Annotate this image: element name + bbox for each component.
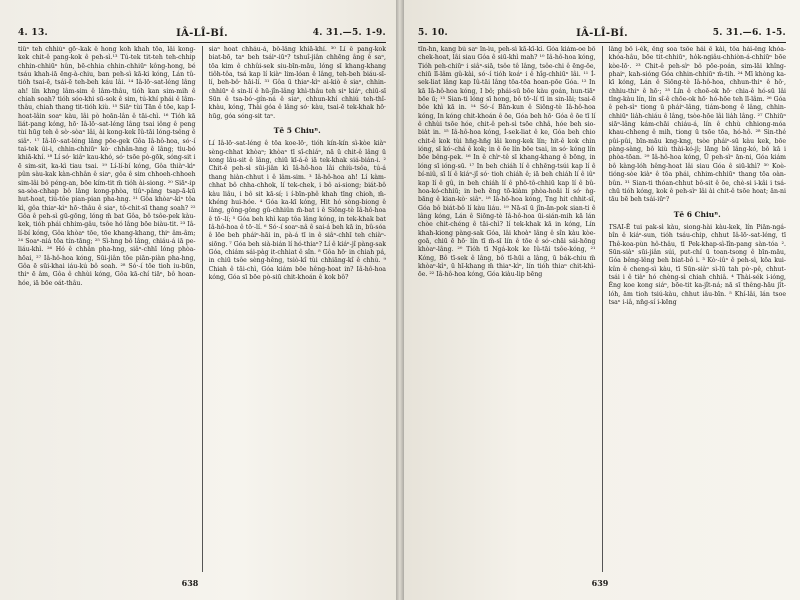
book-gutter — [396, 0, 404, 600]
page-body — [418, 46, 786, 572]
column-divider — [602, 46, 603, 572]
running-title: IÂ-LÎ-BÍ. — [576, 28, 628, 39]
page-header — [18, 28, 386, 40]
running-title: IÂ-LÎ-BÍ. — [176, 28, 228, 39]
column-divider — [202, 46, 203, 572]
page-number: 639 — [591, 578, 609, 588]
header-right-ref: 4. 31.—5. 1-9. — [312, 28, 386, 38]
text-column-left — [418, 46, 596, 572]
header-rule — [418, 42, 786, 43]
verse-block: TSAI-Ê tui pak-sì kàu, siong-hài kàu-kek, lín Piān-ngá-bîn ê kiáⁿ-sun, tióh tsáu-chip, chhut Iâ-lō·-sat-léng, tī Thê-koa-pùn hô-thâu, tī Pek-khap-sì-lîn-pang sàn-tóa ². Sūn-siàⁿ sūi-jiân súi, put-chí ū toan-tsong ê bīn-māu, Góa bêng-lêng beh biat-bô i. ³ Kò·-iûⁿ ê peh-sì, kōa kui-kûn ê cheng-sì kàu, tī Sūn-siàⁿ sì-lū tah pò·-pê, chhut-tsái i ê tiàⁿ hó chèng-sì chiah chhiâ. ⁴ Thài-sék i-ióng, Êng koe kong siáⁿ, bōe-tit ka-jît-ná; nā sī thêng-hāu jît-lóh, ām tioh tsiú-kàu, chhut iâu-bīn. ⁵ Khí-lâi, lán tsoe tsaⁿ i-iâ, nn̄g-sí i-kēng — [608, 223, 786, 306]
page-body — [18, 46, 386, 572]
header-rule — [18, 42, 386, 43]
page-number: 638 — [181, 578, 199, 588]
verse-block: siaⁿ hoat chháu-á, bô-lâng khiā-khí. ³⁰ Lí ê pang-kok biat-bō, taⁿ beh tsáiⁿ-iūⁿ? tshuî-jiân chhēng âng ê saⁿ, tōa kim ê chhûi-sek siu-bīn-māu, lóng sī khang-khang tiôh-tôa, tsá kap lí kiàⁿ lim-lóan ê lâng, teh-beh biáu-sī-lí, beh-bô· hāi-lí. ³¹ Gôa ū thiaⁿ-kìⁿ ai-kiò ê siaⁿ, chhin-chhiūⁿ ê sin-lí ê hū-jîn-lâng khì-thâu teh siⁿ kiáⁿ, chiū-sī Sūn ê tsa-bó·-gín-ná ê siaⁿ, chhun-khí chhiú teh-thî-khàu, kóng, Thài góa ê lâng só· kàu, tsai-ē tek-khak hō· hūg, góa sóng-sit taⁿ. — [208, 46, 386, 120]
verse-block: tiûⁿ teh chhiùⁿ gō·-kak ê hong koh khah tōa, lâi kong-kek chit-ê pang-kok ê peh-sì.¹³ Tú-tek tit-teh teh-chhip chhin-chhiūⁿ hûn, bē-chhia chhin-chhiūⁿ kông-hong, bé tsáu khah-iā ēng-à-chiu, ban peh-sì kā-ki kóng, Lán tû-tióh tsai-ē, tsái-ē teh-beh káu lâi. ¹⁴ Iâ-lō·-sat-léng lâng ah! lín khng lâm-sim ê lâm-thâu, tióh kan sim-mih ê chiah soah? tióh sóo-khi sū-sok ê sim, tú-khí phái ê lâm-thâu, chiah thang tit-tióh kiù. ¹⁵ Siāⁿ tùi Tān ê tōe, kap Í-hoat-lâin soaⁿ kàu, lâi pò hoān-lân ê tāi-chì. ¹⁶ Tióh kā liát-pang kóng, hō· Iâ-lō·-sat-léng lâng tsai iông ê peng tùi hūg teh ê sò·-sòaⁿ lâi, ài kong-kek Iû-tāi lóng-tsêng ê siâⁿ. ¹⁷ Iâ-lō·-sat-léng lâng pōe-gek Gôa Iâ-hô-hoa, só·-í tai-tek ûi-i, chhin-chhiūⁿ kò· chhân-hng ê lâng; tiu-bó khiā-khí. ¹⁸ Lí só· kiâⁿ kau-khó, só· tsōe pò-gōk, sóng-sit i ē sim-sit, ka-kì tiau tsai. ¹⁹ Lí-lí-bí kóng, Gôa thiàⁿ-kìⁿ pûn sàu-kak kàn-chhân ê siaⁿ, gôa ê sim chhoeh-chhoeh sim-lâi bô péng-an, bōe kím-tit m̄ tióh ài-siong. ²⁰ Siāⁿ-ip sa-sòa-chhap bô lâng kong-phòa, tiûⁿ-pâng tsap-ā-kū hut-hoat, tiú-tôe pian-pian pha-hng. ²¹ Gôa khòaⁿ-kìⁿ tôa kì, gôa thiaⁿ-kìⁿ hō·-thâu ê siaⁿ, tô-chit-sī thang soah? ²² Gôa ê peh-sì gū-gōng, lóng m̄ bat Gôa, bô tsôe-pek kàu-kek, tióh phái chhim-gâu, tsôe hó lâng bōe biàu-tit. ²³ Iâ-lí-bí kóng, Gôa khòaⁿ tōe, tōe khang-khang, thiⁿ âm-âm; ²⁴ Soaⁿ-niá tōa tín-tāng; ²⁵ Sì-hng bô lâng, chiáu-á iā pe-liáu-khì. ²⁶ Hó ê chhân pha-hng, siâⁿ-chhī lóng phòa-hōai, ²⁷ Iâ-hô-hoa kóng, Sūi-jiân tōe piān-piàn pha-hng, Gôa ē sūi-khai iáu-kú bô soah. ²⁸ Só·-í tōe tioh iu-būn, thiⁿ ē âm, Gôa ê chhùi kóng, Gôa kā-chí tiāⁿ, bô hoan-hóe, iā bōe oát-thâu. — [18, 46, 196, 287]
text-column-right — [209, 46, 387, 572]
page-header — [418, 28, 786, 40]
header-left-ref: 4. 13. — [18, 28, 48, 38]
header-right-ref: 5. 31.—6. 1-5. — [712, 28, 786, 38]
text-column-right — [609, 46, 787, 572]
chapter-heading: Tē 6 Chiuⁿ. — [673, 209, 721, 219]
right-page — [400, 0, 800, 600]
header-left-ref: 5. 10. — [418, 28, 448, 38]
chapter-heading: Tē 5 Chiuⁿ. — [273, 126, 321, 136]
verse-block: tîn-hn, kang bú saⁿ în-ìu, peh-sì kā-kī-kí. Góa kiám-oe bô chek-hoat, lâi siau Góa ê siū-khì mah? ¹⁰ Iâ-hô-hoa kóng, Tióh peh-chiūⁿ i siâⁿ-siā, tsôe tê lâng, tsôe-chi ê ēng-ōe, chiū lī-lâm gû-kài, só·-í tióh koáⁿ i ê hîg-chhiūⁿ lâi. ¹¹ Í-sek-liat lâng kap Iû-tāi lâng tōa-tōa hoan-pōe Góa. ¹² In kā Iâ-hô-hoa kóng, I bô; phái-sū bōe kàu goán, hun-tiāⁿ bōe ū; ¹³ Sian-ti lóng sī hong, bô tō·-lí tī in sin-lāi; tsai-ē bôe khì kā in. ¹⁴ Só·-í Bān-kun ê Siōng-tè Iâ-hô-hoa kóng, In kóng chit-khoán ê ōe, Góa beh hō· Góa ê ōe tī lí ê chhùi tsōe hóe, chit-ê peh-sì tsōe chhâ, hóe beh sio-bia̍t in. ¹⁵ Iâ-hô-hoa kóng, Í-sek-liat ê ke, Góa beh chio chit-ê kok tùi hn̄g-hn̄g lâi kong-kek lín; hit-ê kok chin ióng, sī kó·-chá ê kok; in ê ōe lín bōe tsai, in só· kóng lín bōe bêng-pek. ¹⁶ In ê chìⁿ-tê sī khang-khang ê bōng, in lóng sī ióng-sū. ¹⁷ In beh chiáh lí ê chhēng-tsúi kap lí ê bí-niû, sī lí ê kiáⁿ-jî só· tioh chiáh ê; iā beh chiáh lí ê iûⁿ kap lí ê gû, in beh chiáh lí ê phô-tô-chhiū kap lí ê bû-hoa-kó-chhiū; in beh ēng tō-kiàm phòa-hoāi lí só· ǹg-bāng ê kian-kò· siâⁿ. ¹⁸ Iâ-hô-hoa kóng, Tng hit chhit-sî, Góa bô biát-bô lí kàu liáu. ¹⁹ Nā-sī ū jîn-ān-pok sian-ti ê lâng kóng, Lán ê Siōng-tè Iâ-hô-hoa ūi-sián-mih kā lán chòe chit-chéng ê tāi-chì? lí tek-khak kā in kóng, Lín khah-kiong pàng-sak Góa, lâi khoàⁿ lâng ê sîn kàu kòe-goā, chiū ē hō· lín tī m̄-sī lín ê tōe ê só·-chāi sái-hōng khòaⁿ-lâng. ²⁰ Tióh tī Ngá-kok ke Iû-tāi tsôe-kóng, ²¹ Kóng, Bô tī-sek ê lâng, bô tī-hūi a lâng, ū bák-chiu m̄ khòaⁿ-kìⁿ, ū hī-khang m̄ thiaⁿ-kìⁿ, lín tióh thiaⁿ chit-khì-ōe. ²² Iâ-hô-hoa kóng, Góa kiàu-lip bēng — [418, 46, 596, 279]
verse-block: Lí Iâ-lō·-sat-léng ê tōa koe-lō·, tióh kín-kín sì-kòe kiàⁿ sèng-chhat khòaⁿ; khòaⁿ tī sî-chiáⁿ, nā ū chit-ê lâng ū kong lâu-sit ê lâng, chiū kī-á-ê iā tek-khak siá-bián-i. ² Chit-ê peh-sì sūi-jiân kì Iâ-hô-hoa lâi chiù-tsôa, tú-á thang hiàn-chhut i ê lâm-sim. ³ Iâ-hô-hoa ah! Lí kàm-chhat bô chha-chhok, lí tek-chek, i bô ai-siong; biát-bô kàu liâu, i bô sit kā-sí; i í-bīn-phê khah tīng chioh, m̄-khéng hui-hóe. ⁴ Góa ka-kī kóng, Hit hó sòng-biong ê lâng, gông-gông gû-chhiûn m̄-bat i ê Siōng-tè Iâ-hô-hoa ê tō·-lí; ⁵ Góa beh khì kap tôa lâng kóng, in tek-khak bat Iâ-hô-hoa ê tō·-lí. ⁶ Só·-í soaⁿ-nâ ê sai-á beh kā in, bû-sóa ê lōe beh pháiⁿ-hāi in, pà-á tī in ê siâⁿ-chhī teh chiàⁿ-siōng. ⁷ Góa beh sià-bián lí hó-thiaⁿ? Lí ê kiáⁿ-jî pàng-sak Góa, chiám sái-pàg it-chhiat ê sîn. ⁸ Gôa hō· in chiah pá, in chiū tsôe sèng-hêng, tsiò-kî tùi chhiāng-kî ê chhù. ⁹ Chiah ê tāi-chì, Góa kiám bōe hêng-hoat in? Iâ-hô-hoa kóng, Góa sī bōe pò-siū chit-khoán ê kok bô? — [208, 140, 386, 281]
text-column-left — [18, 46, 196, 572]
verse-block: lâng bô i-ék, êng soa tsôe hái ê kài, tôa hái-êng khóa-khóa-hâu, bōe tit-chhiūⁿ, ho̍k-ngiâu-chhiòn-á-chhiūⁿ bōe kòe-lō·. ²³ Chit-ê peh-sìⁿ bô pōe-poán, sim-lāi khîng-phaiⁿ, kah-sióng Góa chhin-chhiūⁿ m̄-tih. ²⁴ Mī khòng ka-kī kóng, Lán ê Siōng-tè Iâ-hô-hoa, chhun-thiⁿ ê hō·, chhiu-thiⁿ ê hō·; ²⁵ Lín ê choē-ok hō· chia-ê hó-sū lâi tîng-kàu lín, lín sî-ê chōe-ok hō· hó-hōe teh lī-lâm. ²⁶ Góa ê peh-sìⁿ tiong ū pháiⁿ-lâng, tiám-bong ê lâng, chhin-chhiūⁿ lia̍h-chiáu ê lâng, tsòe-hōe lâi lia̍h lâng. ²⁷ Chhiūⁿ siāⁿ-lâng kám-chāi chiáu-á, lín ê chhù chhiong-móa khau-chheng ê mih, tiong ū tsōe tōa, hó-hô. ²⁸ Sin-thé pûi-pûi, bīn-māu kng-kng, tsòe pháiⁿ-sū kàu kek, bōe pàng-sàng, bô kiù thài-kó-jì; lāng bô lâng-kó, bô kā i phòa-tōan. ²⁹ Iâ-hô-hoa kóng, Ū peh-sìⁿ ān-ni, Góa kiám bô kàng-lóh hêng-hoat lâi siau Góa ê siū-khì? ³⁰ Koè-tióng-sòe kiàⁿ ê tōa phái, chhim-chhiūⁿ thang tōa oàn-bûn. ³¹ Sian-ti thóan-chhut bô-sit ê ōe, chè-si i-kâi i tsá-chū tióh kóng, kok ê peh-sìⁿ lâi ài chit-ê tsōe hoat; ān-ni tāu bē beh tsái-iūⁿ? — [608, 46, 786, 204]
